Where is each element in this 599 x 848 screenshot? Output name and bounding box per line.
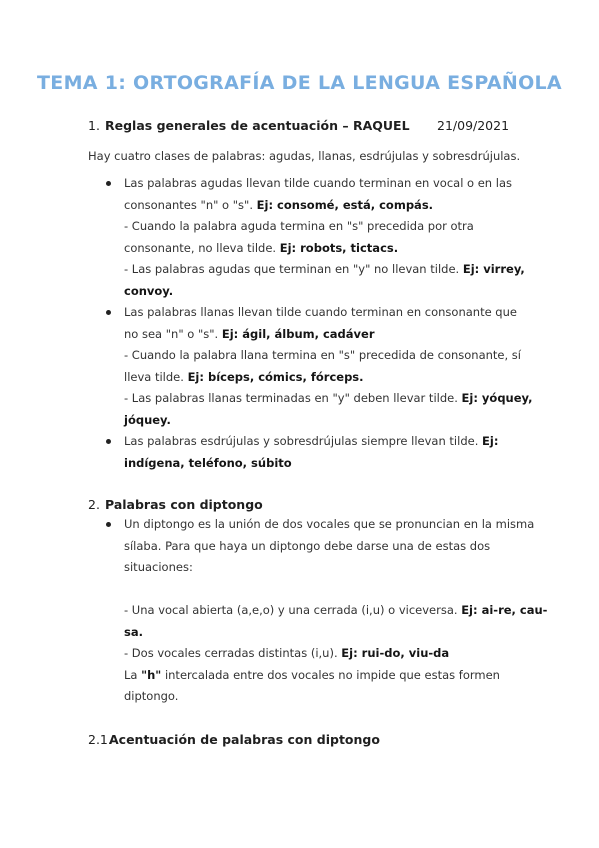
agudas-text-3: - Cuando la palabra aguda termina en "s" precedida por otra [124, 219, 474, 233]
intro-paragraph: Hay cuatro clases de palabras: agudas, llanas, esdrújulas y sobresdrújulas. [88, 149, 521, 163]
bullet-icon [106, 522, 111, 527]
esdrujulas-text-1: Las palabras esdrújulas y sobresdrújulas siempre llevan tilde. [124, 434, 479, 448]
diptongo-list [88, 514, 548, 708]
agudas-example-1: Ej: consomé, está, compás. [256, 197, 434, 212]
diptongo-text-7a: La [124, 667, 138, 682]
list-item-agudas [88, 173, 525, 302]
section-2-1-number: 2.1. [88, 732, 112, 747]
section-1-date: 21/09/2021 [437, 118, 510, 133]
diptongo-h-letter: "h" [141, 667, 162, 682]
esdrujulas-example: indígena, teléfono, súbito [124, 455, 292, 470]
agudas-example-3: Ej: virrey, [462, 262, 525, 276]
llanas-example-1: Ej: ágil, álbum, cadáver [221, 326, 375, 341]
diptongo-text-8: diptongo. [124, 689, 179, 703]
agudas-text-4: consonante, no lleva tilde. [124, 240, 277, 255]
accent-rules-list [88, 173, 533, 474]
agudas-example-4: convoy. [124, 283, 174, 298]
section-1-number: 1. [88, 118, 100, 133]
llanas-text-4: lleva tilde. [124, 369, 184, 384]
diptongo-text-4: - Una vocal abierta (a,e,o) y una cerrada (i,u) o viceversa. [124, 603, 458, 617]
list-item-llanas [88, 302, 533, 431]
llanas-example-3: Ej: yóquey, [461, 391, 533, 405]
section-2-1-heading [88, 732, 380, 747]
section-1-heading [88, 118, 410, 133]
diptongo-text-3: situaciones: [124, 560, 193, 574]
diptongo-text-2: sílaba. Para que haya un diptongo debe darse una de estas dos [124, 538, 491, 553]
section-1-title: Reglas generales de acentuación – RAQUEL [105, 118, 410, 133]
diptongo-example-2: sa. [124, 624, 143, 639]
list-item-diptongo [88, 514, 548, 708]
agudas-text-5: - Las palabras agudas que terminan en "y" no llevan tilde. [124, 262, 460, 276]
page-title: TEMA 1: ORTOGRAFÍA DE LA LENGUA ESPAÑOLA [37, 72, 562, 94]
diptongo-example-1: Ej: ai-re, cau- [461, 603, 548, 617]
esdrujulas-example-label: Ej: [482, 434, 499, 448]
section-2-number: 2. [88, 497, 100, 512]
llanas-text-3: - Cuando la palabra llana termina en "s" precedida de consonante, sí [124, 348, 521, 362]
llanas-example-2: Ej: bíceps, cómics, fórceps. [187, 369, 364, 384]
agudas-text-2: consonantes "n" o "s". [124, 197, 253, 212]
llanas-text-1: Las palabras llanas llevan tilde cuando terminan en consonante que [124, 305, 517, 319]
section-2-title: Palabras con diptongo [105, 497, 263, 512]
list-item-esdrujulas [88, 431, 518, 474]
section-2-heading [88, 497, 263, 512]
bullet-icon [106, 310, 111, 315]
section-2-1-title: Acentuación de palabras con diptongo [109, 732, 380, 747]
diptongo-text-1: Un diptongo es la unión de dos vocales que se pronuncian en la misma [124, 517, 535, 531]
bullet-icon [106, 439, 111, 444]
llanas-example-4: jóquey. [124, 412, 171, 427]
diptongo-text-6: - Dos vocales cerradas distintas (i,u). [124, 646, 338, 660]
llanas-text-5: - Las palabras llanas terminadas en "y" deben llevar tilde. [124, 391, 458, 405]
llanas-text-2: no sea "n" o "s". [124, 326, 219, 341]
agudas-text-1: Las palabras agudas llevan tilde cuando terminan en vocal o en las [124, 176, 512, 190]
agudas-example-2: Ej: robots, tictacs. [279, 240, 399, 255]
diptongo-text-7b: intercalada entre dos vocales no impide que estas formen [164, 667, 500, 682]
bullet-icon [106, 181, 111, 186]
diptongo-example-3: Ej: rui-do, viu-da [341, 646, 450, 660]
